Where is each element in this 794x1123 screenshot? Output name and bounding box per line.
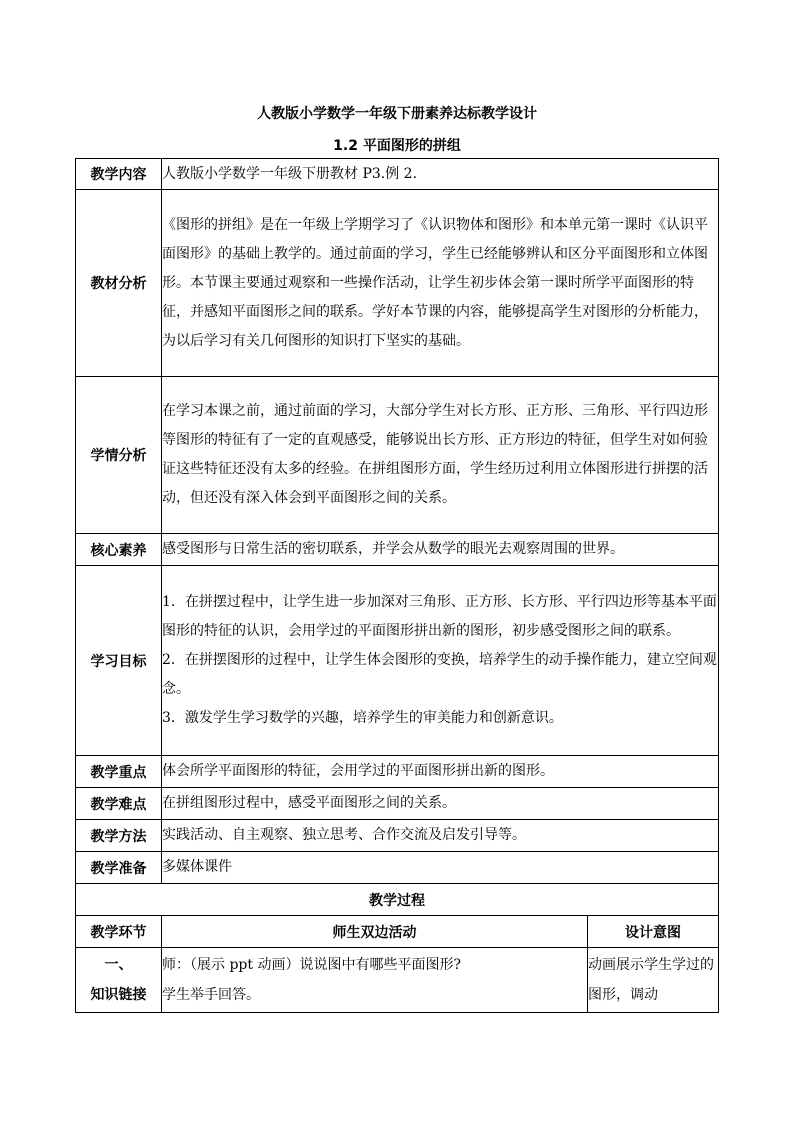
column-header-activity: 师生双边活动 <box>162 916 588 948</box>
row-label: 教学内容 <box>76 159 162 190</box>
goal-2: 2．在拼摆图形的过程中，让学生体会图形的变换，培养学生的动手操作能力，建立空间观念。 <box>162 652 717 697</box>
process-header-row <box>76 916 719 948</box>
lesson-plan-table <box>75 158 719 1013</box>
design-intent: 动画展示学生学过的图形，调动 <box>588 957 714 1003</box>
row-methods <box>76 820 719 852</box>
row-text: 感受图形与日常生活的密切联系，并学会从数学的眼光去观察周围的世界。 <box>162 541 624 557</box>
column-header-intent: 设计意图 <box>588 916 719 948</box>
row-text: 在拼组图形过程中，感受平面图形之间的关系。 <box>162 795 456 811</box>
row-learning-goals <box>76 566 719 756</box>
row-label: 学情分析 <box>76 377 162 534</box>
row-text: 人教版小学数学一年级下册教材 P3.例 2. <box>162 165 418 182</box>
row-label: 核心素养 <box>76 534 162 566</box>
row-label: 教材分析 <box>76 190 162 377</box>
row-label: 教学方法 <box>76 820 162 852</box>
row-text: 体会所学平面图形的特征，会用学过的平面图形拼出新的图形。 <box>162 763 554 779</box>
column-header-stage: 教学环节 <box>76 916 162 948</box>
row-key-points <box>76 756 719 788</box>
row-text: 多媒体课件 <box>162 859 232 875</box>
row-content <box>76 159 719 190</box>
document-title: 人教版小学数学一年级下册素养达标教学设计 <box>257 106 537 122</box>
row-student-analysis <box>76 377 719 534</box>
row-label: 教学准备 <box>76 852 162 884</box>
process-title: 教学过程 <box>76 884 719 916</box>
row-label: 教学难点 <box>76 788 162 820</box>
activity-line-1: 师：（展示 ppt 动画）说说图中有哪些平面图形? <box>162 957 461 973</box>
document-subtitle: 1.2 平面图形的拼组 <box>333 138 461 154</box>
goal-3: 3．激发学生学习数学的兴趣，培养学生的审美能力和创新意识。 <box>162 710 563 726</box>
activity-line-2: 学生举手回答。 <box>162 987 260 1003</box>
process-row <box>76 948 719 1013</box>
row-text: 《图形的拼组》是在一年级上学期学习了《认识物体和图形》和本单元第一课时《认识平面图形》的基础上教学的。通过前面的学习，学生已经能够辨认和区分平面图形和立体图形。本节课主要通过观察和一些操作活动，让学生初步体会第一课时所学平面图形的特征，并感知平面图形之间的联系。学好本节课的内容，能够提高学生对图形的分析能力，为以后学习有关几何图形的知识打下坚实的基础。 <box>162 216 708 349</box>
goal-1: 1．在拼摆过程中，让学生进一步加深对三角形、正方形、长方形、平行四边形等基本平面图形的特征的认识，会用学过的平面图形拼出新的图形，初步感受图形之间的联系。 <box>162 594 717 639</box>
row-core-literacy <box>76 534 719 566</box>
stage-number: 一、 <box>104 957 133 973</box>
row-textbook-analysis <box>76 190 719 377</box>
row-preparation <box>76 852 719 884</box>
process-heading-row <box>76 884 719 916</box>
row-label: 学习目标 <box>76 566 162 756</box>
row-label: 教学重点 <box>76 756 162 788</box>
stage-name: 知识链接 <box>90 987 147 1003</box>
row-text: 实践活动、自主观察、独立思考、合作交流及启发引导等。 <box>162 827 526 843</box>
row-text: 在学习本课之前，通过前面的学习，大部分学生对长方形、正方形、三角形、平行四边形等图形的特征有了一定的直观感受，能够说出长方形、正方形边的特征，但学生对如何验证这些特征还没有太多的经验。在拼组图形方面，学生经历过利用立体图形进行拼摆的活动，但还没有深入体会到平面图形之间的关系。 <box>162 403 708 506</box>
row-difficulties <box>76 788 719 820</box>
